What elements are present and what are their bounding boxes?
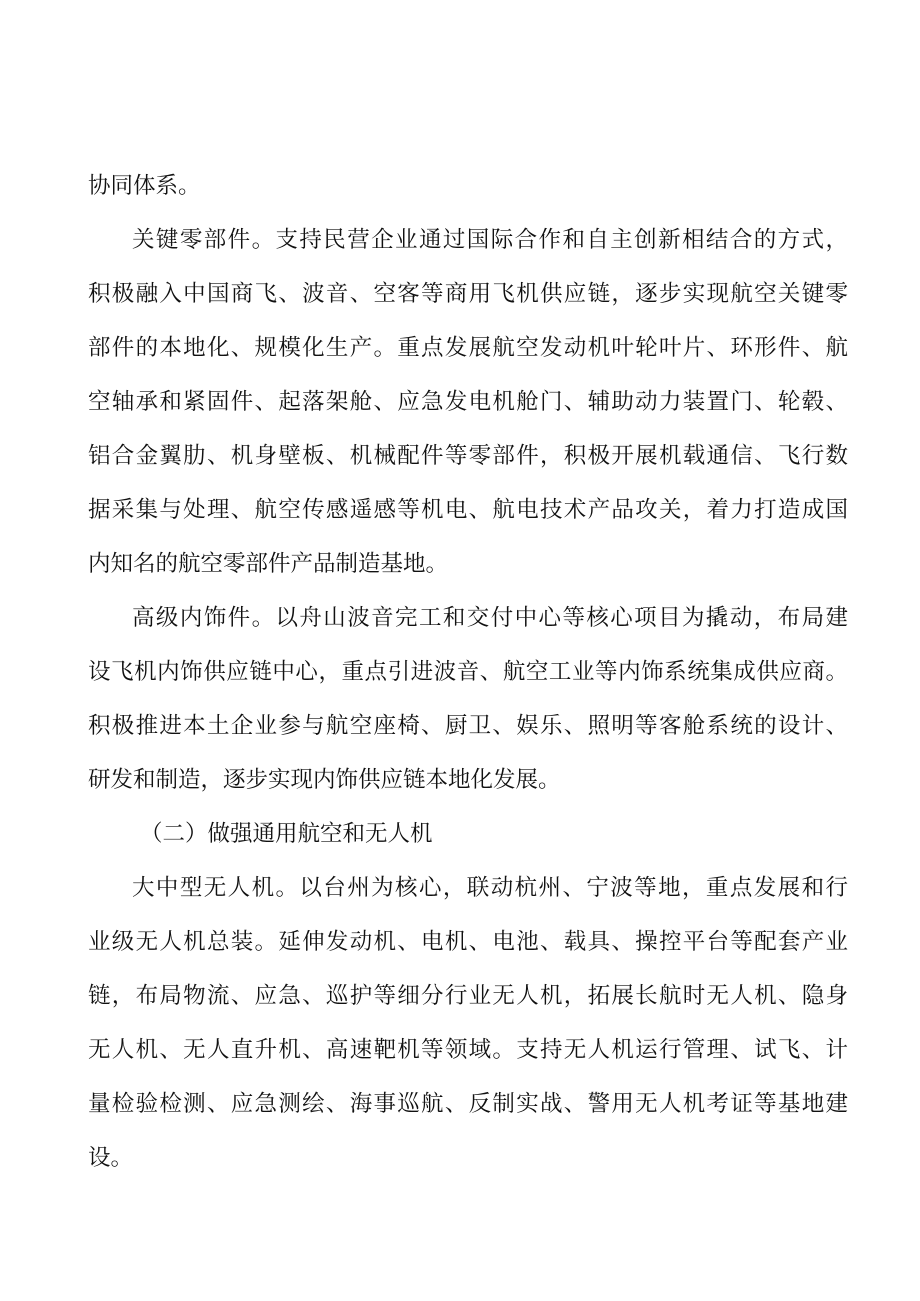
- text-line: 业级无人机总装。延伸发动机、电机、电池、载具、操控平台等配套产业: [88, 929, 848, 955]
- text-line: 链，布局物流、应急、巡护等细分行业无人机，拓展长航时无人机、隐身: [88, 983, 848, 1009]
- text-line: 设。: [88, 1145, 134, 1171]
- text-line: 量检验检测、应急测绘、海事巡航、反制实战、警用无人机考证等基地建: [88, 1091, 848, 1117]
- text-line: 铝合金翼肋、机身壁板、机械配件等零部件，积极开展机载通信、飞行数: [88, 443, 848, 469]
- text-line: 内知名的航空零部件产品制造基地。: [88, 551, 449, 577]
- section-heading: （二）做强通用航空和无人机: [140, 821, 433, 847]
- paragraph-start-line: 高级内饰件。以舟山波音完工和交付中心等核心项目为撬动，布局建: [132, 605, 848, 631]
- paragraph-start-line: 大中型无人机。以台州为核心，联动杭州、宁波等地，重点发展和行: [132, 875, 848, 901]
- text-line: 研发和制造，逐步实现内饰供应链本地化发展。: [88, 767, 561, 793]
- text-line: 部件的本地化、规模化生产。重点发展航空发动机叶轮叶片、环形件、航: [88, 335, 848, 361]
- text-line: 积极融入中国商飞、波音、空客等商用飞机供应链，逐步实现航空关键零: [88, 281, 848, 307]
- paragraph-start-line: 关键零部件。支持民营企业通过国际合作和自主创新相结合的方式，: [132, 227, 848, 253]
- text-line: 协同体系。: [88, 173, 201, 199]
- text-line: 设飞机内饰供应链中心，重点引进波音、航空工业等内饰系统集成供应商。: [88, 659, 848, 685]
- text-line: 空轴承和紧固件、起落架舱、应急发电机舱门、辅助动力装置门、轮毂、: [88, 389, 848, 415]
- text-line: 无人机、无人直升机、高速靶机等领域。支持无人机运行管理、试飞、计: [88, 1037, 848, 1063]
- text-line: 据采集与处理、航空传感遥感等机电、航电技术产品攻关，着力打造成国: [88, 497, 848, 523]
- text-line: 积极推进本土企业参与航空座椅、厨卫、娱乐、照明等客舱系统的设计、: [88, 713, 848, 739]
